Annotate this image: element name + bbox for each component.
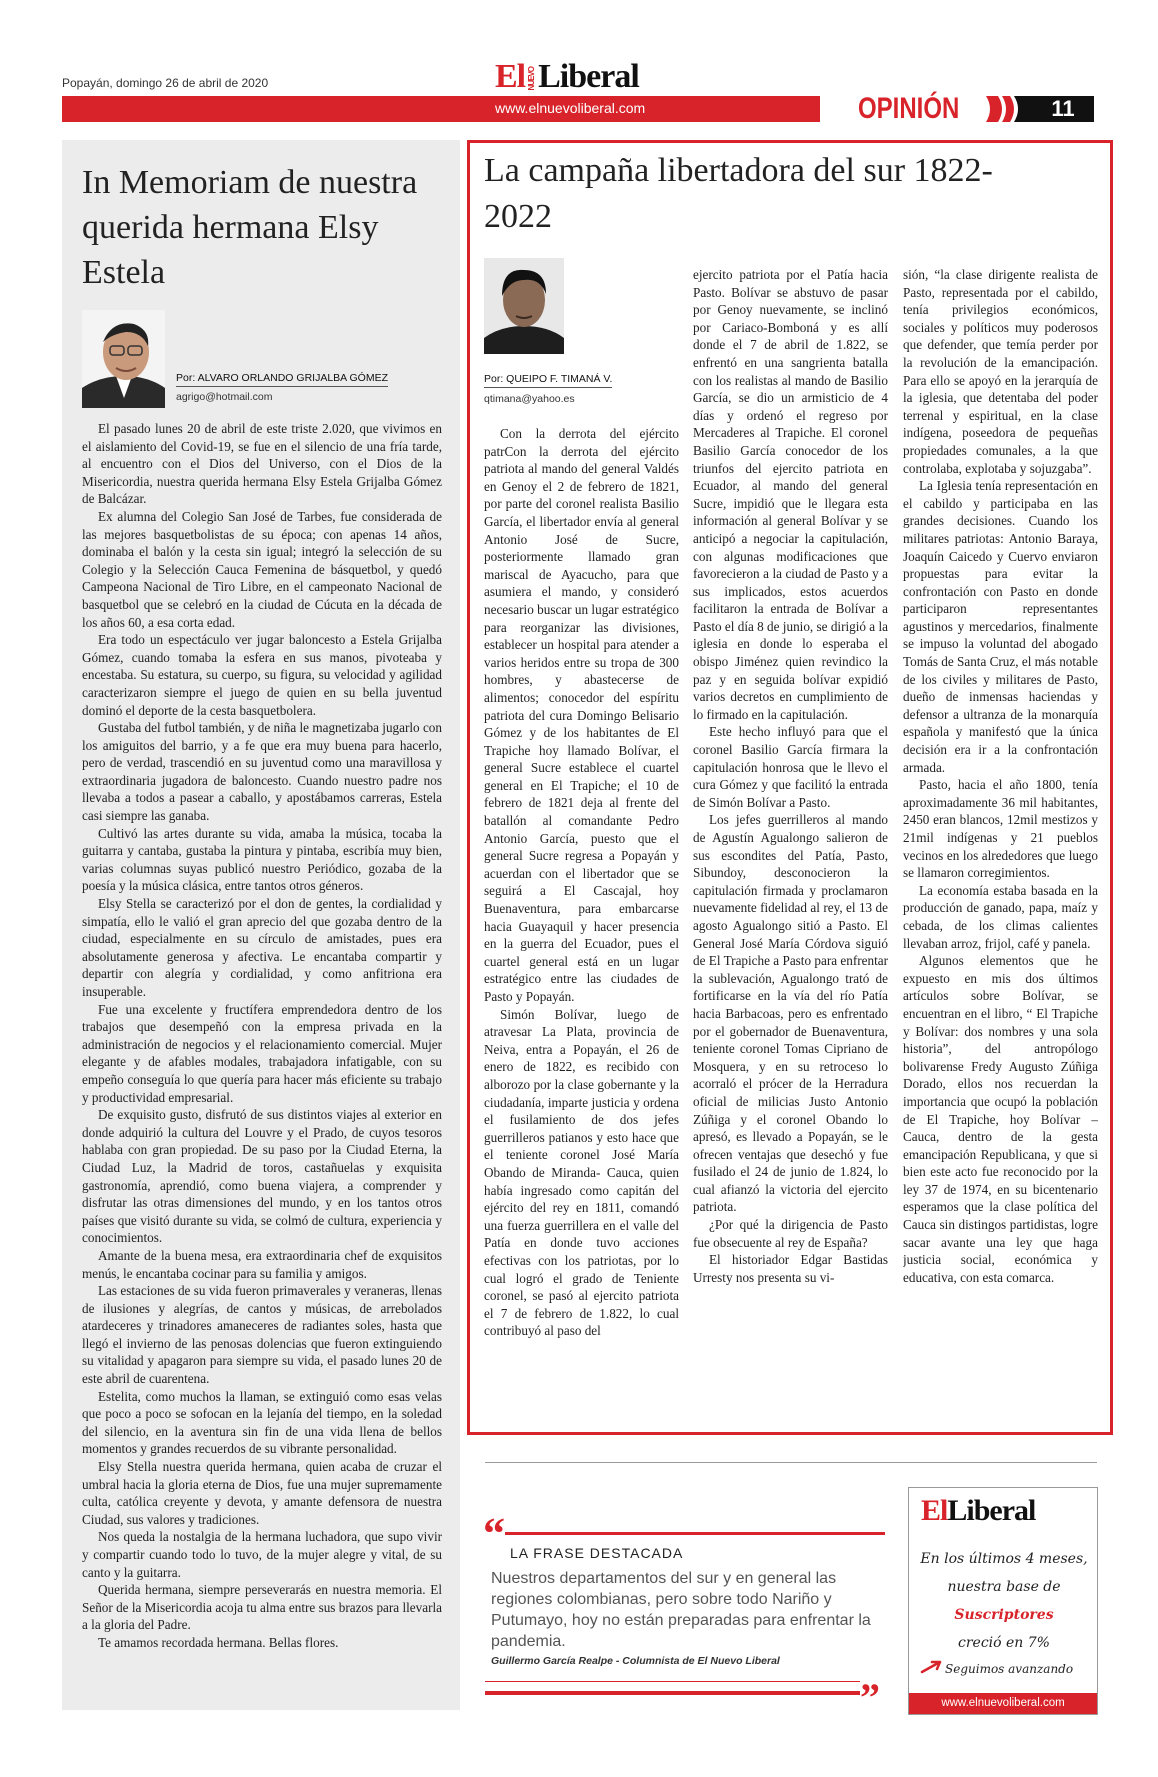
masthead-nuevo: NUEVO	[527, 67, 537, 91]
paragraph: ¿Por qué la dirigencia de Pasto fue obsecuente al rey de España?	[693, 1217, 888, 1250]
section-divider	[485, 1462, 1097, 1463]
arrow-right-icon	[920, 1658, 944, 1674]
ad-line: nuestra base de	[947, 1579, 1061, 1595]
right-article-column-2	[693, 266, 888, 1426]
paragraph: El pasado lunes 20 de abril de este triste 2.020, que vivimos en el aislamiento del Covid-19, se fue en el silencio de una fría tarde, al encuentro con el Dios del Universo, con el Dios de la Misericordia, nuestra querida hermana Elsy Estela Grijalba Gómez de Balcázar.	[82, 421, 442, 507]
quote-text: Nuestros departamentos del sur y en general las regiones colombianas, pero sobre todo Nariño y Putumayo, hoy no están preparadas para enfrentar la pandemia.	[491, 1570, 871, 1650]
ad-url-link[interactable]: www.elnuevoliberal.com	[909, 1693, 1097, 1714]
paragraph: Amante de la buena mesa, era extraordinaria chef de exquisitos menús, le encantaba cocinar para su familia y amigos.	[82, 1247, 442, 1281]
left-article-body	[82, 420, 442, 1705]
paragraph: sión, “la clase dirigente realista de Pasto, representada por el cabildo, tenía privilegios económicos, sociales y políticos muy poderosos que defender, que temía perder por la revolución de la emancipación. Para ello se apoyó en la jerarquía de la iglesia, que detentaba del poder terrenal y espiritual, en la clase indígena, poseedora de pequeñas propiedades comunales, a la que controlaba, explotaba y sojuzgaba”.	[903, 267, 1098, 476]
quote-bottom-line	[485, 1681, 860, 1682]
paragraph: Ex alumna del Colegio San José de Tarbes, fue considerada de las mejores basquetbolistas de su época; con apenas 14 años, dominaba el balón y la cesta sin igual; integró la selección de su Colegio y la Selección Cauca Femenina de básquetbol, y quedó Campeona Nacional de Tiro Libre, en el campeonato Nacional de basquetbol que se celebró en la ciudad de Cúcuta en la década de los años 60, a esa corta edad.	[82, 508, 442, 630]
paragraph: De exquisito gusto, disfrutó de sus distintos viajes al exterior en donde adquirió la cultura del Louvre y el Prado, de cuyos tesoros hablaba con gran propiedad. De su paso por la Ciudad Eterna, la Ciudad Luz, la Madrid de toros, castañuelas y exquisita gastronomía, aprendió, como buena viajera, a comprender y disfrutar las otras dimensiones del mundo, y en los tantos otros países que visitó durante su vida, se colmó de cultura, experiencia y conocimientos.	[82, 1107, 442, 1246]
ad-message	[914, 1545, 1094, 1657]
left-article-title: In Memoriam de nuestra querida hermana Elsy Estela	[82, 164, 418, 291]
section-title: OPINIÓN	[858, 92, 960, 125]
ad-line: creció en 7%	[958, 1635, 1050, 1651]
paragraph: Este hecho influyó para que el coronel Basilio García firmara la capitulación honrosa que le llevo el cura Gómez y que facilitó la entrada de Simón Bolívar a Pasto.	[693, 724, 888, 810]
paragraph: Te amamos recordada hermana. Bellas flores.	[98, 1634, 339, 1650]
paragraph: La economía estaba basada en la producción de ganado, papa, maíz y cebada, de los climas calientes llevaban arroz, frijol, café y panela.	[903, 882, 1098, 951]
right-article-email[interactable]: qtimana@yahoo.es	[484, 393, 575, 405]
header-url-link[interactable]: www.elnuevoliberal.com	[495, 100, 646, 116]
paragraph: Estelita, como muchos la llaman, se extinguió como esas velas que poco a poco se sofocan en la lejanía del tiempo, en la soledad del silencio, en la aventura sin fin de una vida llena de bellos momentos y grandes recuerdos de su vibrante personalidad.	[82, 1388, 442, 1457]
paragraph: Elsy Stella se caracterizó por el don de gentes, la cordialidad y simpatía, ello le valió el gran aprecio del que gozaba dentro de la ciudad, especialmente en su círculo de amistades, pues era absolutamente generosa y afectiva. Le encantaba compartir y departir con alegría y cordialidad, y como anfitriona era insuperable.	[82, 896, 442, 999]
paragraph: Elsy Stella nuestra querida hermana, quien acaba de cruzar el umbral hacia la gloria eterna de Dios, fue una mujer supremamente culta, católica creyente y devota, y amante defensora de nuestra Ciudad, sus valores y tradiciones.	[82, 1459, 442, 1527]
paragraph: Simón Bolívar, luego de atravesar La Plata, provincia de Neiva, entra a Popayán, el 26 de enero de 1822, es recibido con alborozo por la clase gobernante y la ciudadanía, imparte justicia y ordena el fusilamiento de dos jefes guerrilleros patianos y esto hace que el teniente coronel José María Obando de Miranda- Cauca, quien había ingresado como capitán del ejército del rey en 1811, comandó una fuerza guerrillera en el valle del Patía en donde tuvo acciones efectivas con los patriotas, por lo cual logró el grado de Teniente coronel, se pasó al ejercito patriota el 7 de febrero de 1.822, lo cual contribuyó al paso del	[484, 1006, 679, 1339]
header-red-bar	[62, 96, 820, 122]
paragraph: La Iglesia tenía representación en el cabildo y participaba en las grandes decisiones. Cuando los militares patriotas: Antonio Baraya, Joaquín Caicedo y Cuervo enviaron propuestas para evitar la confrontación con Pasto en donde participaron representantes agustinos y mercedarios, finalmente se impuso la voluntad del abogado Tomás de Santa Cruz, el más notable de los civiles y militares de Pasto, dueño de inmensas haciendas y defensor a ultranza de la monarquía española y manifestó que la única decisión era ir a la confrontación armada.	[903, 478, 1098, 775]
section-stripes-icon	[986, 96, 1032, 122]
paragraph: Los jefes guerrilleros al mando de Agustín Agualongo salieron de sus escondites del Patía, Pasto, Sibundoy, desconocieron la capitulación firmada y proclamaron nuevamente fidelidad al rey, el 13 de agosto Agualongo sitió a Pasto. El General José María Córdova siguió de El Trapiche a Pasto para enfrentar la sublevación, Agualongo trató de fortificarse en la vía del río Patía hacia Barbacoas, pero es enfrentado por el gobernador de Buenaventura, teniente coronel Tomas Cipriano de Mosquera, y en su retroceso lo acorraló el prócer de la Herradura oficial de milicias Justo Antonio Zúñiga y el coronel Obando lo apresó, es llevado a Popayán, se le ofrecen ventajas que desechó y fue fusilado el 24 de junio de 1.824, lo cual afianzó la victoria del ejercito patriota.	[693, 812, 888, 1215]
quote-author: Guillermo García Realpe - Columnista de El Nuevo Liberal	[491, 1655, 780, 1667]
masthead-liberal: Liberal	[538, 58, 639, 95]
ad-logo	[921, 1494, 1035, 1528]
close-quote-icon: ”	[860, 1675, 880, 1720]
paragraph: Era todo un espectáculo ver jugar baloncesto a Estela Grijalba Gómez, cuando tomaba la esfera en sus manos, pivoteaba y encestaba. Su estatura, su cuerpo, su figura, su velocidad y agilidad caracterizaron siempre el juego de quien en su bella juventud dominó el deporte de la cesta basquetbolera.	[82, 632, 442, 718]
paragraph: Gustaba del futbol también, y de niña le magnetizaba jugarlo con los amiguitos del barrio, y a fe que era muy buena para hacerlo, pero de verdad, trascendió en su juventud como una maravillosa y extraordinaria jugadora de baloncesto. Cuando nuestro padre nos llevaba a todos a pasear a caballo, y apostábamos carreras, Estela casi siempre las ganaba.	[82, 720, 442, 824]
ad-logo-el: El	[921, 1494, 948, 1527]
paragraph: Querida hermana, siempre perseverarás en nuestra memoria. El Señor de la Misericordia acoja tu alma entre sus brazos para llevarla a la gloria del Padre.	[82, 1582, 442, 1633]
left-article-email[interactable]: agrigo@hotmail.com	[176, 391, 273, 403]
paragraph: Pasto, hacia el año 1800, tenía aproximadamente 36 mil habitantes, 2450 eran blancos, 12mil mestizos y 21mil indígenas y 21 pueblos vecinos en los alrededores que luego se llamaron corregimientos.	[903, 777, 1098, 881]
author-photo-grijalba	[82, 310, 165, 408]
right-article-column-3	[903, 266, 1098, 1426]
ad-line: En los últimos 4 meses,	[920, 1551, 1088, 1567]
left-article-byline: Por: ALVARO ORLANDO GRIJALBA GÓMEZ	[176, 372, 388, 387]
paragraph: Algunos elementos que he expuesto en mis dos últimos artículos sobre Bolívar, se encuentran en el libro, “ El Trapiche y Bolívar: dos nombres y una sola historia”, del antropólogo bolivarense Fredy Augusto Zúñiga Dorado, ellos nos recuerdan la importancia que ocupó la población de El Trapiche, hoy Bolívar – Cauca, dentro de la gesta emancipación Republicana, y que si bien este acto fue reconocido por la ley 37 de 1974, en su bicentenario esperamos que la clase política del Cauca sin distingos partidistas, logre sacar avante una ley que haga justicia social, económica y educativa, con esta comarca.	[903, 953, 1098, 1285]
paragraph: El historiador Edgar Bastidas Urresty nos presenta su vi-	[693, 1252, 888, 1285]
right-article-title: La campaña libertadora del sur 1822-2022	[484, 152, 993, 235]
masthead-logo	[495, 58, 639, 96]
masthead-el: El	[495, 58, 526, 95]
quote-top-bar	[505, 1532, 885, 1535]
paragraph: ejercito patriota por el Patía hacia Pasto. Bolívar se abstuvo de pasar por Genoy nuevamente, se inclinó por Cariaco-Bomboná y es allí donde el 7 de abril de 1.822, se enfrentó en una sangrienta batalla con los realistas al mando de Basilio García, se dio un armisticio de 4 días y ordenó el regreso por Mercaderes al Trapiche. El coronel Basilio García conocedor de los triunfos del ejercito patriota en Ecuador, al mando del general Sucre, impidió que le llegara esta información al general Bolívar y se anticipó a negociar la capitulación, con algunas modificaciones que favorecieron a la ciudad de Pasto y a sus implicados, estos acuerdos facilitaron la entrada de Bolívar a Pasto el día 8 de junio, se dirigió a la iglesia en donde lo esperaba el obispo Jiménez quien revindico la paz y en seguida bolívar expidió varios decretos en cumplimiento de lo firmado en la capitulación.	[693, 267, 888, 722]
right-article-byline: Por: QUEIPO F. TIMANÁ V.	[484, 373, 612, 388]
paragraph: Fue una excelente y fructífera emprendedora dentro de los trabajos que desempeñó con la empresa privada en la administración de negocios y el relacionamiento comercial. Mujer elegante y de afables modales, trabajadora infatigable, con su empeño conseguía lo que quería para hacer más eficiente su trabajo y productividad empresarial.	[82, 1001, 442, 1105]
paragraph: Las estaciones de su vida fueron primaverales y veraneras, llenas de ilusiones y alegrías, de cantos y músicas, de arrebolados atardeceres y trinadores amaneceres de radiantes soles, hasta que llegó el invierno de las penosas dolencias que fueron extinguiendo su vitalidad y apagaron para siempre su vida, el pasado lunes 20 de este abril de cuarentena.	[82, 1283, 442, 1387]
paragraph: Con la derrota del ejército patrCon la derrota del ejército patriota al mando del general Valdés en Genoy el 2 de febrero de 1821, por parte del coronel realista Basilio García, el libertador envía al general Antonio José de Sucre, posteriormente llamado gran mariscal de Ayacucho, para que asumiera el mando, y consideró necesario buscar un lugar estratégico para reorganizar las divisiones, establecer un hospital para atender a varios heridos entre su tropa de 300 hombres, y abastecerse de alimentos; conocedor del espíritu patriota del cura Domingo Belisario Gómez y de los habitantes de El Trapiche hoy llamado Bolívar, el general Sucre establece el cuartel general en El Trapiche; el 10 de febrero de 1821 deja al frente del batallón al comandante Pedro Antonio García, puesto que el general Sucre regresa a Popayán y acuerdan con el libertador que se seguirá a El Cascajal, hoy Buenaventura, para embarcarse hacia Guayaquil y hacer presencia en la guerra del Ecuador, pues el cuartel general está en un lugar estratégico entre las ciudades de Pasto y Popayán.	[484, 426, 679, 1004]
ad-line: Suscriptores	[954, 1607, 1054, 1623]
quote-label: LA FRASE DESTACADA	[510, 1545, 684, 1561]
open-quote-icon: “	[483, 1509, 505, 1558]
ad-slogan: Seguimos avanzando	[945, 1662, 1074, 1676]
quote-bottom-bar	[485, 1691, 860, 1695]
page-number: 11	[1032, 96, 1094, 122]
paragraph: Cultivó las artes durante su vida, amaba la música, tocaba la guitarra y cantaba, gustaba la pintura y pintaba, escribía muy bien, varias columnas suyas publicó nuestro Periódico, gozaba de la poesía y la música clásica, entre tantos otros géneros.	[82, 825, 442, 894]
right-article-column-1	[484, 425, 679, 1425]
ad-logo-liberal: Liberal	[947, 1494, 1036, 1527]
author-photo-timana	[484, 258, 564, 354]
paragraph: Nos queda la nostalgia de la hermana luchadora, que supo vivir y compartir cuando todo lo tuvo, de la mujer alegre y vital, de su canto y la guitarra.	[82, 1529, 442, 1580]
publication-date: Popayán, domingo 26 de abril de 2020	[62, 76, 269, 90]
